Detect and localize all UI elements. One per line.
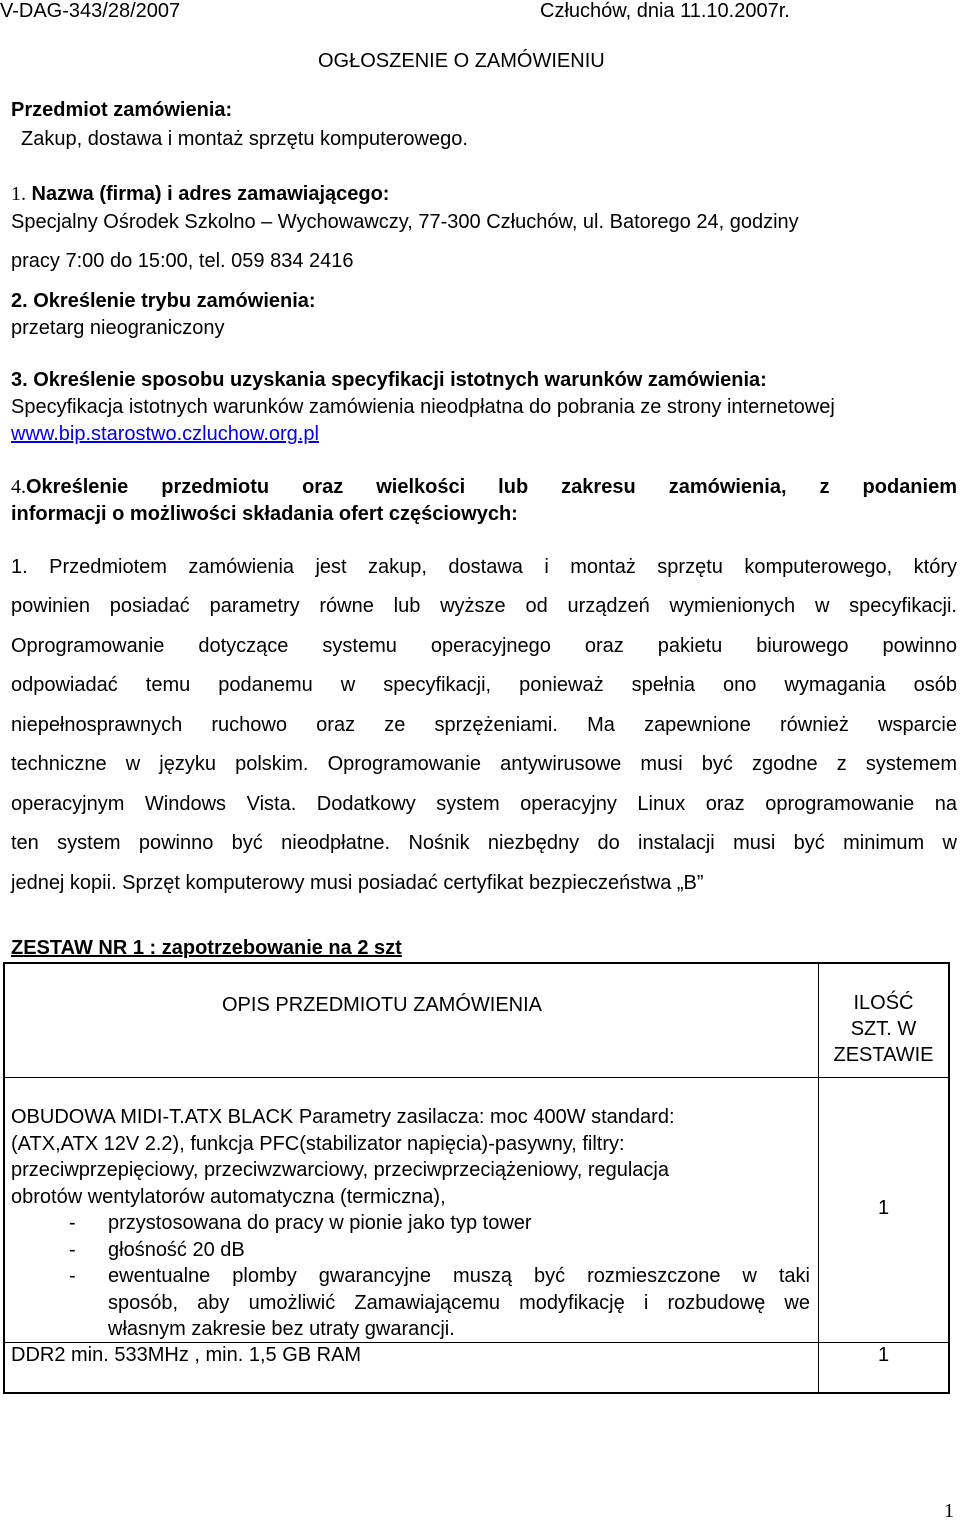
row-1-line-1: OBUDOWA MIDI-T.ATX BLACK Parametry zasilacza: moc 400W standard: [11, 1106, 675, 1128]
section-1-title: Nazwa (firma) i adres zamawiającego: [26, 183, 390, 205]
section-1-line-2: pracy 7:00 do 15:00, tel. 059 834 2416 [11, 250, 354, 272]
page-number: 1 [944, 1500, 954, 1522]
bullet-dash-2: - [69, 1239, 76, 1261]
row-1-bullet-3: ewentualne plomby gwarancyjne muszą być rozmieszczone w taki [108, 1265, 810, 1287]
table-border-top [3, 962, 950, 964]
section-3-text: Specyfikacja istotnych warunków zamówienia nieodpłatna do pobrania ze strony internetowej [11, 396, 835, 418]
quantity-header-line-3: ZESTAWIE [833, 1044, 934, 1066]
section-4-line-2: informacji o możliwości składania ofert częściowych: [11, 503, 518, 525]
section-2-text: przetarg nieograniczony [11, 317, 225, 339]
set-heading: ZESTAW NR 1 : zapotrzebowanie na 2 szt [11, 937, 402, 959]
column-header-description: OPIS PRZEDMIOTU ZAMÓWIENIA [222, 994, 543, 1016]
subject-text: Zakup, dostawa i montaż sprzętu komputerowego. [21, 128, 468, 150]
page-title: OGŁOSZENIE O ZAMÓWIENIU [318, 50, 605, 72]
section-4-line-1 [11, 476, 957, 499]
table-border-row-separator [3, 1342, 950, 1343]
row-2-quantity: 1 [877, 1344, 890, 1366]
row-1-bullet-3-cont-2: własnym zakresie bez utraty gwarancji. [108, 1318, 455, 1340]
row-1-bullet-2: głośność 20 dB [108, 1239, 245, 1261]
section-2-heading: 2. Określenie trybu zamówienia: [11, 290, 316, 312]
document-reference: V-DAG-343/28/2007 [0, 0, 181, 22]
paragraph-line-3: Oprogramowanie dotyczące systemu operacyjnego oraz pakietu biurowego powinno [11, 635, 957, 657]
column-header-quantity [819, 990, 948, 1068]
paragraph-line-2: powinien posiadać parametry równe lub wyższe od urządzeń wymienionych w specyfikacji. [11, 595, 957, 617]
row-2-description: DDR2 min. 533MHz , min. 1,5 GB RAM [11, 1344, 362, 1366]
table-border-left [3, 962, 5, 1394]
row-1-line-3: przeciwprzepięciowy, przeciwzwarciowy, przeciwprzeciążeniowy, regulacja [11, 1159, 669, 1181]
row-1-bullet-3-cont-1: sposób, aby umożliwić Zamawiającemu modyfikację i rozbudowę we [108, 1292, 810, 1314]
quantity-header-line-1: ILOŚĆ [853, 992, 914, 1014]
table-border-bottom [3, 1392, 950, 1394]
quantity-header-line-2: SZT. W [850, 1018, 917, 1040]
table-border-header-bottom [3, 1077, 950, 1078]
paragraph-line-8: ten system powinno być nieodpłatne. Nośnik niezbędny do instalacji musi być minimum w [11, 832, 957, 854]
bullet-dash-3: - [69, 1265, 76, 1287]
section-1-number: 1. [11, 183, 26, 205]
section-3-heading: 3. Określenie sposobu uzyskania specyfikacji istotnych warunków zamówienia: [11, 369, 767, 391]
row-1-line-4: obrotów wentylatorów automatyczna (termiczna), [11, 1186, 446, 1208]
section-1-line-1: Specjalny Ośrodek Szkolno – Wychowawczy, 77-300 Człuchów, ul. Batorego 24, godziny [11, 211, 799, 233]
paragraph-line-1: 1. Przedmiotem zamówienia jest zakup, dostawa i montaż sprzętu komputerowego, który [11, 556, 957, 578]
paragraph-line-9: jednej kopii. Sprzęt komputerowy musi posiadać certyfikat bezpieczeństwa „B” [11, 872, 704, 894]
paragraph-line-7: operacyjnym Windows Vista. Dodatkowy system operacyjny Linux oraz oprogramowanie na [11, 793, 957, 815]
place-and-date: Człuchów, dnia 11.10.2007r. [540, 0, 790, 22]
row-1-quantity: 1 [877, 1197, 890, 1219]
paragraph-line-5: niepełnosprawnych ruchowo oraz ze sprzężeniami. Ma zapewnione również wsparcie [11, 714, 957, 736]
section-4-title: Określenie przedmiotu oraz wielkości lub zakresu zamówienia, z podaniem [26, 476, 957, 498]
paragraph-line-4: odpowiadać temu podanemu w specyfikacji, ponieważ spełnia ono wymagania osób [11, 674, 957, 696]
paragraph-line-6: techniczne w języku polskim. Oprogramowanie antywirusowe musi być zgodne z systemem [11, 753, 957, 775]
section-4-number: 4. [11, 476, 26, 498]
table-border-right [948, 962, 950, 1394]
specification-link[interactable]: www.bip.starostwo.czluchow.org.pl [11, 423, 319, 445]
subject-heading: Przedmiot zamówienia: [11, 99, 233, 121]
row-1-line-2: (ATX,ATX 12V 2.2), funkcja PFC(stabilizator napięcia)-pasywny, filtry: [11, 1133, 625, 1155]
section-1-heading [11, 183, 389, 206]
row-1-bullet-1: przystosowana do pracy w pionie jako typ tower [108, 1212, 532, 1234]
bullet-dash-1: - [69, 1212, 76, 1234]
